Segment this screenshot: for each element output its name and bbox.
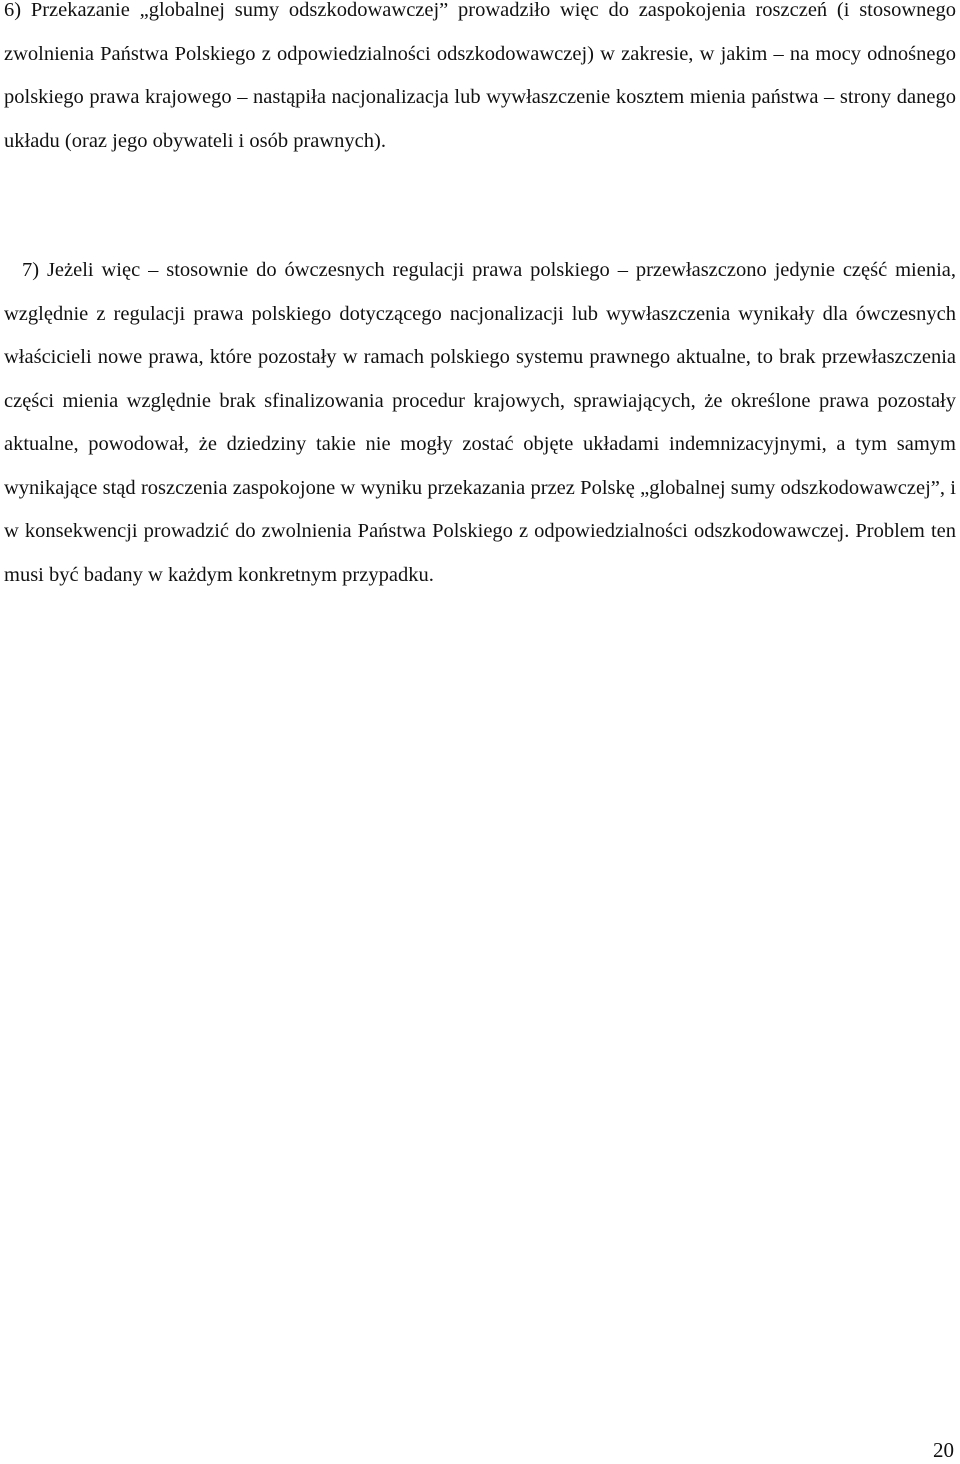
- page-number: 20: [933, 1438, 954, 1462]
- paragraph-6: 6) Przekazanie „globalnej sumy odszkodowawczej” prowadziło więc do zaspokojenia roszczeń (i stosownego zwolnienia Państwa Polskiego z odpowiedzialności odszkodowawczej) w zakresie, w jakim – na mocy odnośnego polskiego prawa krajowego – nastąpiła nacjonalizacja lub wywłaszczenie kosztem mienia państwa – strony danego układu (oraz jego obywateli i osób prawnych).: [4, 0, 956, 152]
- paragraph-7: 7) Jeżeli więc – stosownie do ówczesnych regulacji prawa polskiego – przewłaszczono jedynie część mienia, względnie z regulacji prawa polskiego dotyczącego nacjonalizacji lub wywłaszczenia wynikały dla ówczesnych właścicieli nowe prawa, które pozostały w ramach polskiego systemu prawnego aktualne, to brak przewłaszczenia części mienia względnie brak sfinalizowania procedur krajowych, sprawiających, że określone prawa pozostały aktualne, powodował, że dziedziny takie nie mogły zostać objęte układami indemnizacyjnymi, a tym samym wynikające stąd roszczenia zaspokojone w wyniku przekazania przez Polskę „globalnej sumy odszkodowawczej”, i w konsekwencji prowadzić do zwolnienia Państwa Polskiego z odpowiedzialności odszkodowawczej. Problem ten musi być badany w każdym konkretnym przypadku.: [4, 259, 956, 586]
